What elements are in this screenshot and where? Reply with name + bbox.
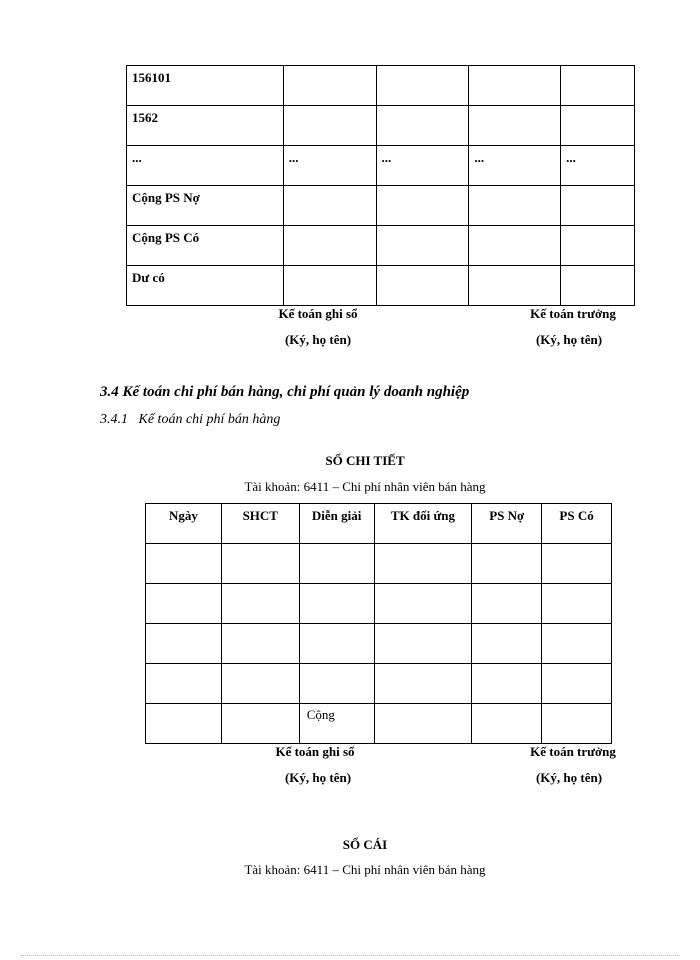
table-cell	[542, 544, 612, 584]
row-label-cell	[127, 226, 284, 266]
row-label-cell	[127, 186, 284, 226]
column-header: PS Nợ	[472, 504, 542, 544]
detail-chief-accountant-signature-title: Kế toán trưởng	[530, 744, 616, 759]
table-cell	[542, 584, 612, 624]
row-label-cell	[127, 106, 284, 146]
column-header: SHCT	[221, 504, 299, 544]
table-cell	[376, 266, 469, 306]
column-header: TK đối ứng	[374, 504, 472, 544]
table-cell	[376, 226, 469, 266]
cell-value	[377, 266, 469, 270]
cell-value: Cộng	[306, 707, 335, 722]
table-cell	[472, 664, 542, 704]
detail-ledger-account: Tài khoản: 6411 – Chi phí nhân viên bán hàng	[244, 479, 486, 494]
cell-value	[300, 664, 374, 667]
table-cell	[472, 704, 542, 744]
table-cell	[561, 146, 635, 186]
table-cell	[221, 584, 299, 624]
cell-value	[222, 544, 299, 547]
table-cell	[221, 544, 299, 584]
table-cell	[146, 584, 222, 624]
cell-value	[377, 66, 469, 70]
cell-value	[284, 186, 376, 190]
table-cell	[283, 146, 376, 186]
table-cell	[542, 704, 612, 744]
cell-value	[375, 584, 472, 587]
cell-value	[561, 106, 634, 110]
cell-value	[375, 544, 472, 547]
table-cell	[472, 584, 542, 624]
table-cell	[146, 544, 222, 584]
table-cell	[542, 664, 612, 704]
row-label: Cộng PS Có	[132, 230, 200, 245]
cell-value	[284, 66, 376, 70]
table-cell	[374, 704, 472, 744]
table-cell	[376, 146, 469, 186]
cell-value	[375, 664, 472, 667]
row-label: 1562	[132, 110, 158, 125]
cell-value	[222, 704, 299, 707]
cell-value	[561, 226, 634, 230]
table-cell	[283, 106, 376, 146]
table-row	[146, 664, 612, 704]
cell-value	[561, 266, 634, 270]
row-label-cell	[127, 146, 284, 186]
cell-value	[469, 266, 560, 270]
table-cell	[146, 624, 222, 664]
table-row	[146, 624, 612, 664]
cell-value	[300, 544, 374, 547]
table-cell	[146, 664, 222, 704]
cell-value: ...	[566, 150, 576, 165]
table-cell	[221, 624, 299, 664]
cell-value	[377, 186, 469, 190]
cell-value	[300, 624, 374, 627]
table-cell	[374, 544, 472, 584]
cell-value	[542, 664, 611, 667]
table-cell	[374, 664, 472, 704]
cell-value	[469, 66, 560, 70]
table-cell	[561, 226, 635, 266]
table-cell	[542, 624, 612, 664]
table-row	[127, 226, 635, 266]
cell-value	[469, 226, 560, 230]
table-cell	[299, 624, 374, 664]
table-cell	[561, 66, 635, 106]
bookkeeper-signature-title: Kế toán ghi sổ	[278, 306, 358, 321]
cell-value	[284, 106, 376, 110]
table-cell	[469, 66, 561, 106]
ledger-summary-table	[126, 65, 635, 306]
detail-ledger-title: SỔ CHI TIẾT	[325, 453, 405, 468]
cell-value	[542, 584, 611, 587]
chief-accountant-signature-note: (Ký, họ tên)	[535, 332, 603, 347]
table-cell	[299, 584, 374, 624]
table-cell	[469, 186, 561, 226]
detail-bookkeeper-signature-title: Kế toán ghi sổ	[275, 744, 355, 759]
cell-value	[472, 544, 541, 547]
cell-value	[542, 624, 611, 627]
table-cell	[376, 106, 469, 146]
cell-value	[377, 226, 469, 230]
subsection-heading: 3.4.1 Kế toán chi phí bán hàng	[100, 412, 281, 427]
row-label: 156101	[132, 70, 171, 85]
cell-value	[472, 624, 541, 627]
table-cell	[283, 186, 376, 226]
row-label-cell	[127, 266, 284, 306]
cell-value	[561, 66, 634, 70]
cell-value	[222, 584, 299, 587]
cell-value	[377, 106, 469, 110]
table-cell	[283, 266, 376, 306]
table-cell	[374, 584, 472, 624]
table-cell	[469, 106, 561, 146]
row-label: Cộng PS Nợ	[132, 190, 200, 205]
table-row	[127, 186, 635, 226]
chief-accountant-signature-title: Kế toán trưởng	[530, 306, 616, 321]
cell-value	[472, 584, 541, 587]
table-row	[146, 584, 612, 624]
cell-value: ...	[288, 150, 299, 165]
cell-value	[375, 624, 472, 627]
cell-value	[542, 704, 611, 707]
table-cell	[376, 186, 469, 226]
table-cell	[283, 66, 376, 106]
detail-chief-accountant-signature-note: (Ký, họ tên)	[535, 770, 603, 785]
cell-value	[284, 266, 376, 270]
table-cell	[299, 544, 374, 584]
column-header: Diễn giải	[299, 504, 374, 544]
table-cell	[561, 106, 635, 146]
cell-value	[300, 584, 374, 587]
table-row	[127, 146, 635, 186]
table-row	[127, 106, 635, 146]
table-cell	[299, 664, 374, 704]
section-heading: 3.4 Kế toán chi phí bán hàng, chi phí quản lý doanh nghiệp	[100, 384, 470, 400]
table-cell	[221, 664, 299, 704]
cell-value	[561, 186, 634, 190]
table-row	[127, 66, 635, 106]
cell-value	[146, 704, 221, 707]
bookkeeper-signature-note: (Ký, họ tên)	[284, 332, 352, 347]
general-ledger-account: Tài khoản: 6411 – Chi phí nhân viên bán hàng	[244, 862, 486, 877]
cell-value	[469, 186, 560, 190]
detail-ledger-table	[145, 503, 612, 744]
table-cell	[299, 704, 374, 744]
cell-value	[469, 106, 560, 110]
row-label: ...	[132, 150, 142, 165]
table-cell	[472, 544, 542, 584]
table-row	[146, 704, 612, 744]
page-bottom-border	[20, 955, 680, 956]
cell-value	[146, 664, 221, 667]
cell-value	[375, 704, 472, 707]
table-cell	[146, 704, 222, 744]
table-row	[146, 544, 612, 584]
table-cell	[472, 624, 542, 664]
cell-value	[542, 544, 611, 547]
cell-value	[472, 704, 541, 707]
table-cell	[469, 226, 561, 266]
cell-value	[146, 584, 221, 587]
cell-value: ...	[474, 150, 485, 165]
table-cell	[221, 704, 299, 744]
table-cell	[561, 186, 635, 226]
table-cell	[374, 624, 472, 664]
table-cell	[283, 226, 376, 266]
column-header: PS Có	[542, 504, 612, 544]
cell-value: ...	[381, 150, 392, 165]
row-label: Dư có	[132, 270, 165, 285]
cell-value	[222, 624, 299, 627]
cell-value	[222, 664, 299, 667]
cell-value	[284, 226, 376, 230]
table-row	[127, 266, 635, 306]
cell-value	[146, 624, 221, 627]
table-cell	[469, 266, 561, 306]
table-cell	[469, 146, 561, 186]
column-header: Ngày	[146, 504, 222, 544]
table-cell	[376, 66, 469, 106]
cell-value	[472, 664, 541, 667]
cell-value	[146, 544, 221, 547]
row-label-cell	[127, 66, 284, 106]
detail-bookkeeper-signature-note: (Ký, họ tên)	[284, 770, 352, 785]
table-cell	[561, 266, 635, 306]
general-ledger-title: SỔ CÁI	[342, 837, 388, 852]
